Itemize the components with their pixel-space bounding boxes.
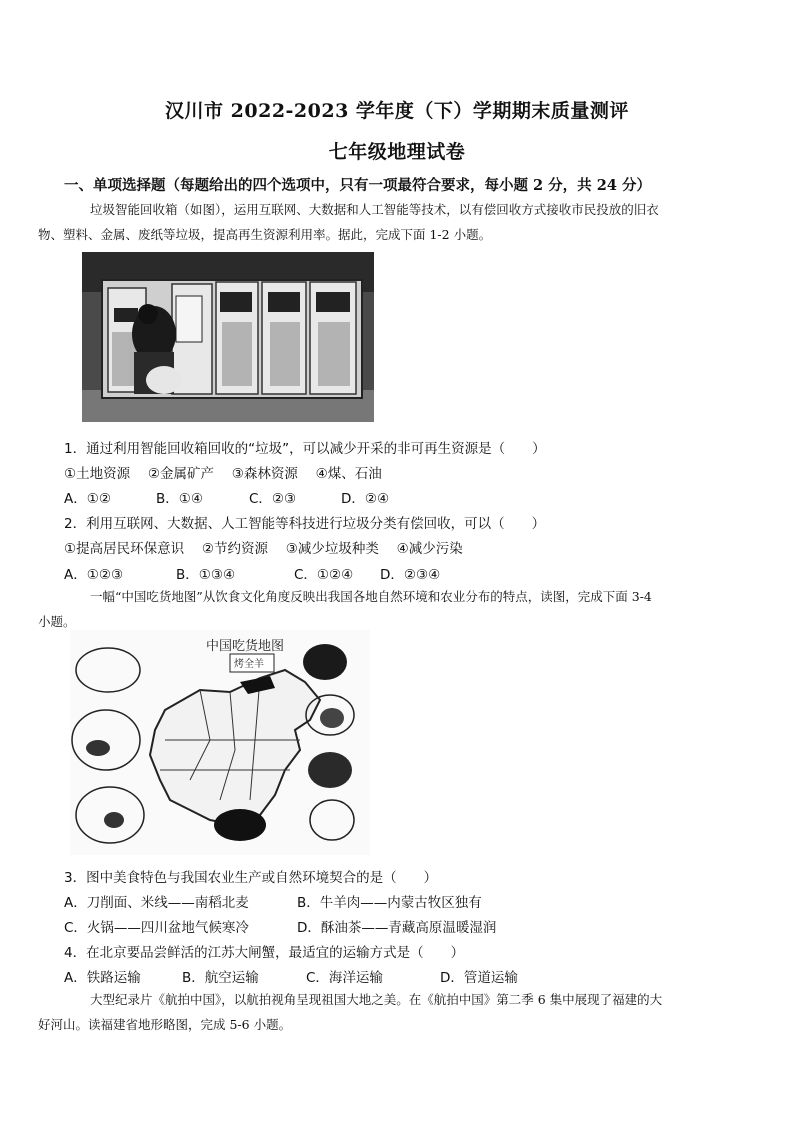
option-d[interactable]: D．②④ — [341, 491, 390, 507]
question-2-stem: 2．利用互联网、大数据、人工智能等科技进行垃圾分类有偿回收，可以（ ） — [64, 516, 546, 532]
intro-passage-2 — [38, 584, 734, 634]
option-a[interactable]: A．①② — [64, 491, 111, 507]
option-a[interactable]: A．刀削面、米线——南稻北麦 — [64, 895, 249, 911]
option-a[interactable]: A．铁路运输 — [64, 970, 141, 986]
question-2-options — [64, 563, 440, 583]
option-d[interactable]: D．酥油茶——青藏高原温暖湿润 — [297, 920, 497, 936]
map-title: 中国吃货地图 — [206, 639, 285, 654]
section-heading: 一、单项选择题（每题给出的四个选项中，只有一项最符合要求，每小题 2 分，共 24 分） — [64, 177, 651, 194]
question-3-options-row-2 — [64, 916, 496, 936]
option-a[interactable]: A．①②③ — [64, 567, 124, 583]
exam-title: 汉川市 2022-2023 学年度（下）学期期末质量测评 — [165, 100, 629, 122]
option-d[interactable]: D．②③④ — [380, 567, 441, 583]
question-4-options — [64, 966, 518, 986]
option-c[interactable]: C．火锅——四川盆地气候寒冷 — [64, 920, 249, 936]
intro-2-line-2: 小题。 — [38, 614, 76, 629]
option-c[interactable]: C．海洋运输 — [306, 970, 383, 986]
intro-passage-1 — [38, 197, 734, 247]
intro-1-line-1: 垃圾智能回收箱（如图），运用互联网、大数据和人工智能等技术，以有偿回收方式接收市民投放的旧衣 — [90, 202, 659, 217]
option-c[interactable]: C．②③ — [249, 491, 297, 507]
intro-3-line-1: 大型纪录片《航拍中国》，以航拍视角呈现祖国大地之美。在《航拍中国》第二季 6 集中展现了福建的大 — [90, 992, 663, 1007]
option-b[interactable]: B．①③④ — [176, 567, 236, 583]
intro-1-line-2: 物、塑料、金属、废纸等垃圾，提高再生资源利用率。据此，完成下面 1-2 小题。 — [38, 227, 492, 242]
question-2-items: ①提高居民环保意识 ②节约资源 ③减少垃圾种类 ④减少污染 — [64, 541, 463, 557]
option-d[interactable]: D．管道运输 — [440, 970, 518, 986]
question-4-stem: 4．在北京要品尝鲜活的江苏大闸蟹，最适宜的运输方式是（ ） — [64, 945, 465, 961]
recycling-bin-photo — [82, 252, 374, 422]
intro-2-line-1: 一幅“中国吃货地图”从饮食文化角度反映出我国各地自然环境和农业分布的特点，读图，完成下面 3-4 — [90, 589, 652, 604]
question-1-items: ①土地资源 ②金属矿产 ③森林资源 ④煤、石油 — [64, 466, 382, 482]
option-b[interactable]: B．航空运输 — [182, 970, 259, 986]
question-1-options — [64, 487, 389, 507]
option-b[interactable]: B．牛羊肉——内蒙古牧区独有 — [297, 895, 482, 911]
question-3-stem: 3．图中美食特色与我国农业生产或自然环境契合的是（ ） — [64, 870, 438, 886]
intro-passage-3 — [38, 987, 734, 1037]
question-1-stem: 1．通过利用智能回收箱回收的“垃圾”，可以减少开采的非可再生资源是（ ） — [64, 441, 546, 457]
exam-subtitle: 七年级地理试卷 — [328, 141, 466, 163]
option-c[interactable]: C．①②④ — [294, 567, 354, 583]
intro-3-line-2: 好河山。读福建省地形略图，完成 5-6 小题。 — [38, 1017, 292, 1032]
option-b[interactable]: B．①④ — [156, 491, 203, 507]
china-food-map — [70, 630, 370, 855]
question-3-options-row-1 — [64, 891, 482, 911]
map-label: 烤全羊 — [234, 659, 264, 670]
